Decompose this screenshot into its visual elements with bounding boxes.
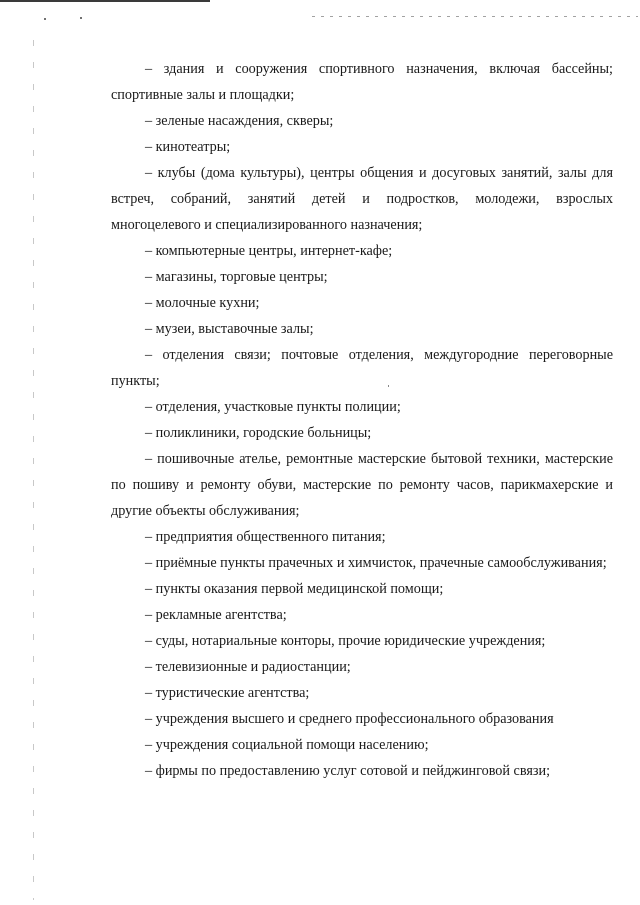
- list-item: – зеленые насаждения, скверы;: [145, 113, 334, 129]
- list-item: – магазины, торговые центры;: [145, 269, 328, 285]
- list-item: – пошивочные ателье, ремонтные мастерские бытовой техники, мастерские по пошиву и ремонту обуви, мастерские по ремонту часов, парикмахерские и другие объекты обслуживания;: [111, 451, 613, 519]
- list-item: – фирмы по предоставлению услуг сотовой и пейджинговой связи;: [145, 763, 551, 779]
- list-item: – пункты оказания первой медицинской помощи;: [145, 581, 444, 597]
- scan-artifact-dot: [44, 18, 46, 20]
- scan-artifact-dashed-line: [312, 16, 638, 17]
- list-item: – учреждения высшего и среднего профессионального образования: [145, 711, 554, 727]
- list-item: – отделения связи; почтовые отделения, междугородние переговорные пункты;: [111, 347, 613, 389]
- list-item: – здания и сооружения спортивного назначения, включая бассейны; спортивные залы и площадки;: [111, 61, 613, 103]
- list-item: – учреждения социальной помощи населению;: [145, 737, 429, 753]
- list-item: – поликлиники, городские больницы;: [145, 425, 372, 441]
- list-item: – суды, нотариальные конторы, прочие юридические учреждения;: [145, 633, 546, 649]
- list-item: – молочные кухни;: [145, 295, 260, 311]
- list-item: – клубы (дома культуры), центры общения и досуговых занятий, залы для встреч, собраний, занятий детей и подростков, молодежи, взрослых многоцелевого и специализированного назначения;: [111, 165, 613, 233]
- list-item: – туристические агентства;: [145, 685, 310, 701]
- list-item: – приёмные пункты прачечных и химчисток, прачечные самообслуживания;: [145, 555, 607, 571]
- scan-artifact-dot: [80, 17, 82, 19]
- scan-artifact-top-line: [0, 0, 210, 2]
- list-item: – телевизионные и радиостанции;: [145, 659, 351, 675]
- list-item: – рекламные агентства;: [145, 607, 287, 623]
- list-item: – музеи, выставочные залы;: [145, 321, 314, 337]
- list-item: – компьютерные центры, интернет-кафе;: [145, 243, 393, 259]
- scan-artifact-margin: [33, 40, 34, 900]
- list-item: – отделения, участковые пункты полиции;: [145, 399, 401, 415]
- document-body: [111, 56, 613, 784]
- list-item: – кинотеатры;: [145, 139, 231, 155]
- list-item: – предприятия общественного питания;: [145, 529, 386, 545]
